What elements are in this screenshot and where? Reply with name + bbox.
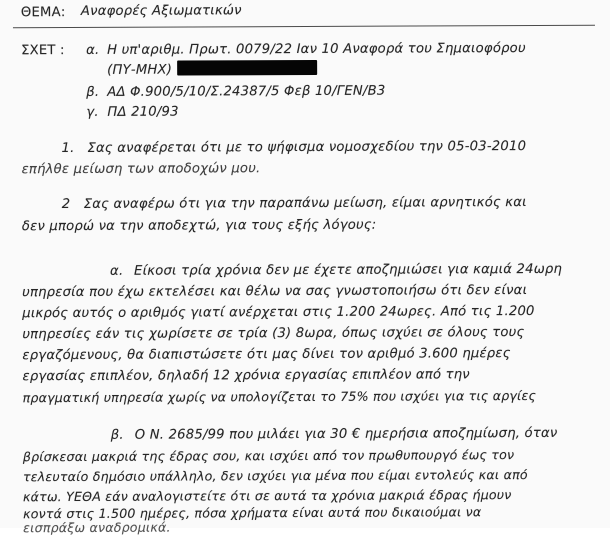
paragraph-1-line-2: επήλθε μείωση των αποδοχών μου. <box>21 161 261 178</box>
paragraph-a-line-1: Είκοσι τρία χρόνια δεν με έχετε αποζημιώσει για καμιά 24ωρη <box>133 261 563 279</box>
paragraph-b-line-4: κάτω. ΥΕΘΑ εάν αναλογιστείτε ότι σε αυτά τα χρόνια μακριά έδρας ήμουν <box>22 487 512 505</box>
paragraph-1-number: 1. <box>61 141 75 157</box>
redaction-block-name <box>177 60 317 76</box>
paragraph-a-line-3: μικρός αυτός ο αριθμός γιατί ανέρχεται στις 1.200 24ωρες. Από τις 1.200 <box>22 303 535 322</box>
paragraph-a-line-4: υπηρεσίες εάν τις χωρίσετε σε τρία (3) 8ωρα, όπως ισχύει σε όλους τους <box>22 325 525 343</box>
reference-text-c: ΠΔ 210/93 <box>107 104 179 120</box>
reference-marker-a: α. <box>86 42 100 58</box>
paragraph-1-line-1: Σας αναφέρεται ότι με το ψήφισμα νομοσχεδίου την 05-03-2010 <box>87 139 527 156</box>
reference-text-a-cont: (ΠΥ-ΜΗΧ) <box>107 62 173 78</box>
paragraph-a-line-6: εργασίας επιπλέον, δηλαδή 12 χρόνια εργασίας επιπλέον από την <box>22 367 470 385</box>
reference-marker-c: γ. <box>86 104 99 120</box>
paragraph-b-number: β. <box>110 427 124 443</box>
paragraph-b-line-6: εισπράξω αναδρομικά. <box>23 519 171 535</box>
paragraph-b-line-1: Ο Ν. 2685/99 που μιλάει για 30 € ημερήσια αποζημίωση, όταν <box>134 425 558 443</box>
reference-marker-b: β. <box>86 84 100 100</box>
paragraph-a-line-5: εργαζόμενους, θα διαπιστώσετε ότι μας δίνει τον αριθμό 3.600 ημέρες <box>22 346 511 364</box>
subject-value: Αναφορές Αξιωματικών <box>80 3 242 19</box>
paragraph-2-line-1: Σας αναφέρω ότι για την παραπάνω μείωση, είμαι αρνητικός και <box>83 195 527 212</box>
paragraph-b-line-2: βρίσκεσαι μακριά της έδρας σου, και ισχύει από τον πρωθυπουργό έως τον <box>22 447 515 465</box>
header-divider <box>13 25 595 29</box>
reference-text-b: ΑΔ Φ.900/5/10/Σ.24387/5 Φεβ 10/ΓΕΝ/Β3 <box>107 83 386 100</box>
paragraph-a-line-2: υπηρεσία που έχω εκτελέσει και θέλω να σας γνωστοποιήσω ότι δεν είναι <box>22 283 528 301</box>
paragraph-2-number: 2 <box>61 197 71 213</box>
paragraph-2-line-2: δεν μπορώ να την αποδεχτώ, για τους εξής λόγους: <box>21 217 377 235</box>
paragraph-b-line-5: κοντά στις 1.500 ημέρες, πόσα χρήματα είναι αυτά που δικαιούμαι να <box>23 504 482 522</box>
paragraph-a-number: α. <box>109 263 124 279</box>
paragraph-a-line-7: πραγματική υπηρεσία χωρίς να υπολογίζεται το 75% που ισχύει για τις αργίες <box>22 387 537 406</box>
paragraph-b-line-3: τελευταίο δημόσιο υπάλληλο, δεν ισχύει για μένα που είμαι εντολεύς και από <box>22 467 528 485</box>
reference-label: ΣΧΕΤ : <box>21 43 65 59</box>
reference-text-a: Η υπ'αριθμ. Πρωτ. 0079/22 Ιαν 10 Αναφορά του Σημαιοφόρου <box>107 41 526 58</box>
subject-label: ΘΕΜΑ: <box>20 5 66 21</box>
